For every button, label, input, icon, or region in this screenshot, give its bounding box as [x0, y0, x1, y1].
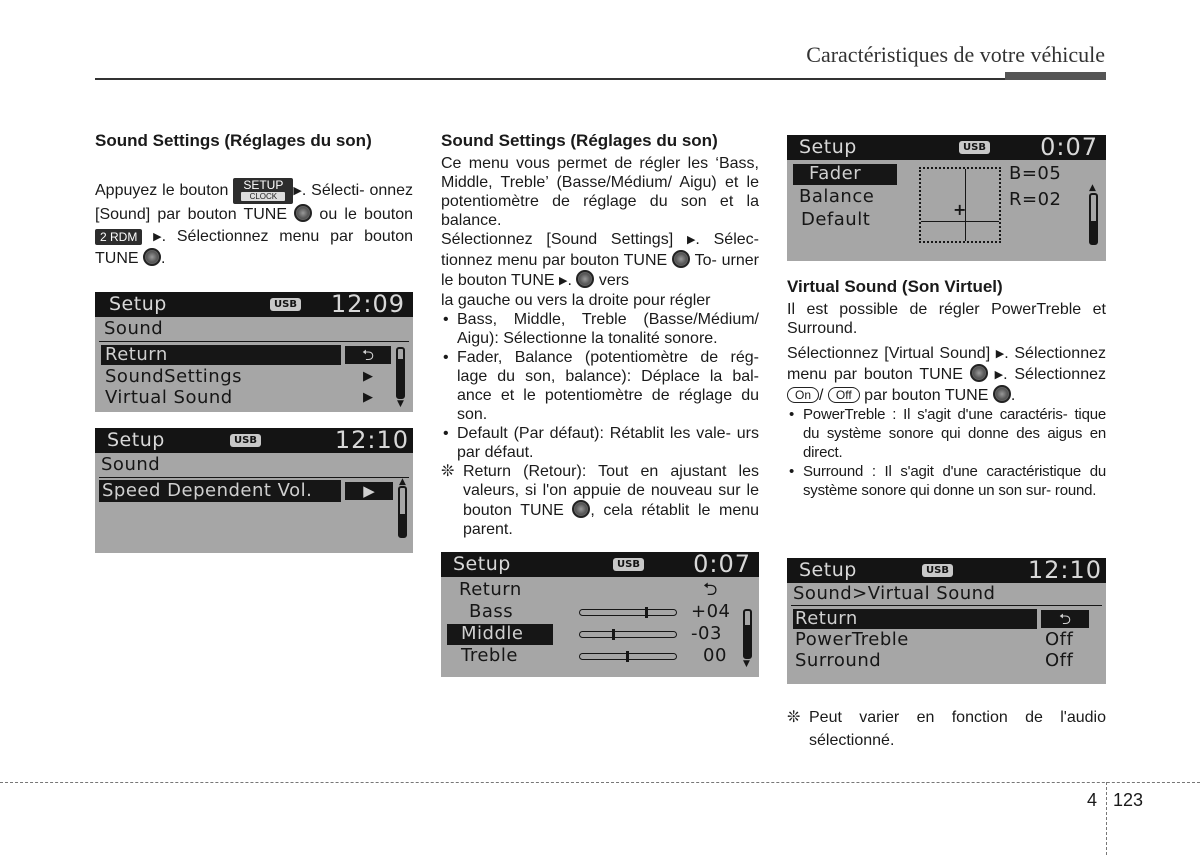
header-rule — [95, 78, 1106, 80]
scroll-down-icon: ▼ — [397, 399, 404, 409]
middle-slider — [579, 631, 677, 638]
lcd-menu-item[interactable]: Fader — [809, 163, 862, 184]
lcd-sound-menu — [95, 292, 413, 412]
tune-knob-icon — [576, 270, 594, 288]
return-icon: ⮌ — [345, 346, 391, 364]
tune-knob-icon — [672, 250, 690, 268]
lcd-menu-item[interactable]: Return — [459, 579, 522, 600]
right-arrow-icon: ▶ — [345, 482, 393, 500]
treble-slider — [579, 653, 677, 660]
column-2 — [441, 130, 759, 539]
bullet-item: • Surround : Il s'agit d'une caractéristique du système sonore qui donne un son sur- round. — [787, 462, 1106, 500]
right-arrow-icon: ▶ — [363, 390, 373, 405]
usb-badge: USB — [613, 558, 644, 571]
bass-value: +04 — [691, 601, 731, 622]
fader-value: B=05 — [1009, 163, 1062, 184]
lcd-menu-item[interactable]: Speed Dependent Vol. — [102, 480, 313, 501]
lcd-clock: 12:09 — [330, 292, 405, 318]
header-tab — [1005, 72, 1106, 80]
play-arrow-icon: ▶ — [994, 369, 1004, 381]
column-3 — [787, 276, 1106, 500]
lcd-title: Setup — [453, 553, 511, 575]
fader-balance-grid — [919, 167, 1001, 243]
lcd-clock: 0:07 — [693, 552, 751, 578]
lcd-title: Setup — [799, 136, 857, 158]
tune-knob-icon — [143, 248, 161, 266]
note: ❊ Peut varier en fonction de l'audio sélectionné. — [787, 706, 1106, 752]
return-icon: ⮌ — [703, 579, 718, 600]
lcd-title: Setup — [107, 429, 165, 451]
usb-badge: USB — [922, 564, 953, 577]
lcd-menu-item[interactable]: SoundSettings — [105, 366, 243, 387]
intro-paragraph: Il est possible de régler PowerTreble et Surround. — [787, 301, 1106, 337]
chapter-number: 4 — [1087, 790, 1098, 810]
tune-knob-icon — [294, 204, 312, 222]
lcd-menu-item[interactable]: Bass — [469, 601, 514, 622]
lcd-line: Sound>Virtual Sound — [793, 583, 996, 604]
lcd-menu-item[interactable]: Return — [795, 608, 858, 629]
section-heading: Sound Settings (Réglages du son) — [95, 131, 372, 150]
off-key-icon: Off — [828, 387, 860, 403]
lcd-scrollbar — [396, 347, 405, 399]
page-number: 123 — [1113, 790, 1144, 810]
note-symbol: ❊ — [441, 463, 455, 480]
lcd-title: Setup — [799, 559, 857, 581]
lcd-sound-submenu — [95, 428, 413, 553]
lcd-scrollbar — [1089, 193, 1098, 245]
bass-slider — [579, 609, 677, 616]
lcd-menu-item[interactable]: Virtual Sound — [105, 387, 233, 408]
tune-knob-icon — [572, 500, 590, 518]
play-arrow-icon: ▶ — [293, 185, 302, 198]
scroll-up-icon: ▲ — [399, 477, 406, 487]
treble-value: 00 — [703, 645, 727, 666]
column-1 — [95, 130, 413, 270]
instructions-paragraph: Sélectionnez [Sound Settings] ▶. Sélec- tionnez menu par bouton TUNE To- urner le bouton TUNE ▶. vers la gauche ou vers la droite pour régler — [441, 231, 759, 309]
surround-value: Off — [1045, 650, 1074, 671]
return-icon: ⮌ — [1041, 610, 1089, 628]
right-arrow-icon: ▶ — [363, 369, 373, 384]
instructions-paragraph: Sélectionnez [Virtual Sound] ▶. Sélectionnez menu par bouton TUNE ▶. Sélectionnez On / Off par bouton TUNE . — [787, 345, 1107, 404]
lcd-menu-item[interactable]: Surround — [795, 650, 882, 671]
lcd-menu-item[interactable]: Balance — [799, 186, 875, 207]
instructions-paragraph: Appuyez le bouton SETUP CLOCK ▶. Sélecti- onnez [Sound] par bouton TUNE ou le bouton 2 RDM ▶. Sélectionnez menu par bouton TUNE . — [95, 178, 414, 267]
usb-badge: USB — [959, 141, 990, 154]
tune-knob-icon — [970, 364, 988, 382]
tune-knob-icon — [993, 385, 1011, 403]
lcd-clock: 12:10 — [334, 428, 409, 454]
lcd-virtual-sound — [787, 558, 1106, 684]
lcd-menu-item[interactable]: Return — [105, 344, 168, 365]
on-key-icon: On — [787, 387, 819, 403]
usb-badge: USB — [270, 298, 301, 311]
scroll-down-icon: ▼ — [743, 659, 750, 669]
powertreble-value: Off — [1045, 629, 1074, 650]
play-arrow-icon: ▶ — [559, 275, 568, 287]
lcd-line: Sound — [104, 318, 164, 339]
scroll-up-icon: ▲ — [1089, 183, 1096, 193]
lcd-menu-item[interactable]: Treble — [461, 645, 518, 666]
position-marker-icon: + — [953, 200, 967, 219]
bullet-item: • PowerTreble : Il s'agit d'une caractéris- tique du système sonore qui donne des aigus en direct. — [787, 405, 1106, 462]
lcd-menu-item[interactable]: Default — [801, 209, 871, 230]
footer-divider — [1106, 782, 1107, 855]
lcd-tone-settings — [441, 552, 759, 677]
page-header-title: Caractéristiques de votre véhicule — [806, 42, 1105, 67]
lcd-fader-balance — [787, 135, 1106, 261]
bullet-item: • Bass, Middle, Treble (Basse/Médium/ Aigu): Sélectionne la tonalité sonore. — [441, 310, 759, 348]
setup-clock-key-icon: SETUP CLOCK — [233, 178, 293, 204]
play-arrow-icon: ▶ — [153, 231, 162, 243]
lcd-menu-item[interactable]: PowerTreble — [795, 629, 909, 650]
middle-value: -03 — [691, 623, 722, 644]
usb-badge: USB — [230, 434, 261, 447]
lcd-title: Setup — [109, 293, 167, 315]
note-symbol: ❊ — [787, 709, 801, 726]
bullet-item: • Fader, Balance (potentiomètre de rég- lage du son, balance): Déplace la bal- ance et le potentiomètre de réglage du son. — [441, 348, 759, 424]
lcd-menu-item[interactable]: Middle — [461, 623, 524, 644]
section-heading: Sound Settings (Réglages du son) — [441, 131, 718, 150]
rdm-key-icon: 2 RDM — [95, 229, 142, 245]
lcd-clock: 12:10 — [1027, 558, 1102, 584]
play-arrow-icon: ▶ — [686, 234, 696, 246]
lcd-scrollbar — [743, 609, 752, 659]
lcd-scrollbar — [398, 486, 407, 538]
bullet-item: • Default (Par défaut): Rétablit les vale- urs par défaut. — [441, 424, 759, 462]
balance-value: R=02 — [1009, 189, 1062, 210]
lcd-line: Sound — [101, 454, 161, 475]
lcd-clock: 0:07 — [1040, 135, 1098, 161]
intro-paragraph: Ce menu vous permet de régler les ‘Bass, Middle, Treble’ (Basse/Médium/ Aigu) et le potentiomètre de réglage du son et la balance. — [441, 155, 759, 229]
note: ❊ Return (Retour): Tout en ajustant les valeurs, si l'on appuie de nouveau sur le bouton TUNE , cela rétablit le menu parent. — [441, 463, 760, 538]
section-heading: Virtual Sound (Son Virtuel) — [787, 277, 1003, 296]
footer-rule — [0, 782, 1200, 783]
play-arrow-icon: ▶ — [995, 348, 1005, 360]
